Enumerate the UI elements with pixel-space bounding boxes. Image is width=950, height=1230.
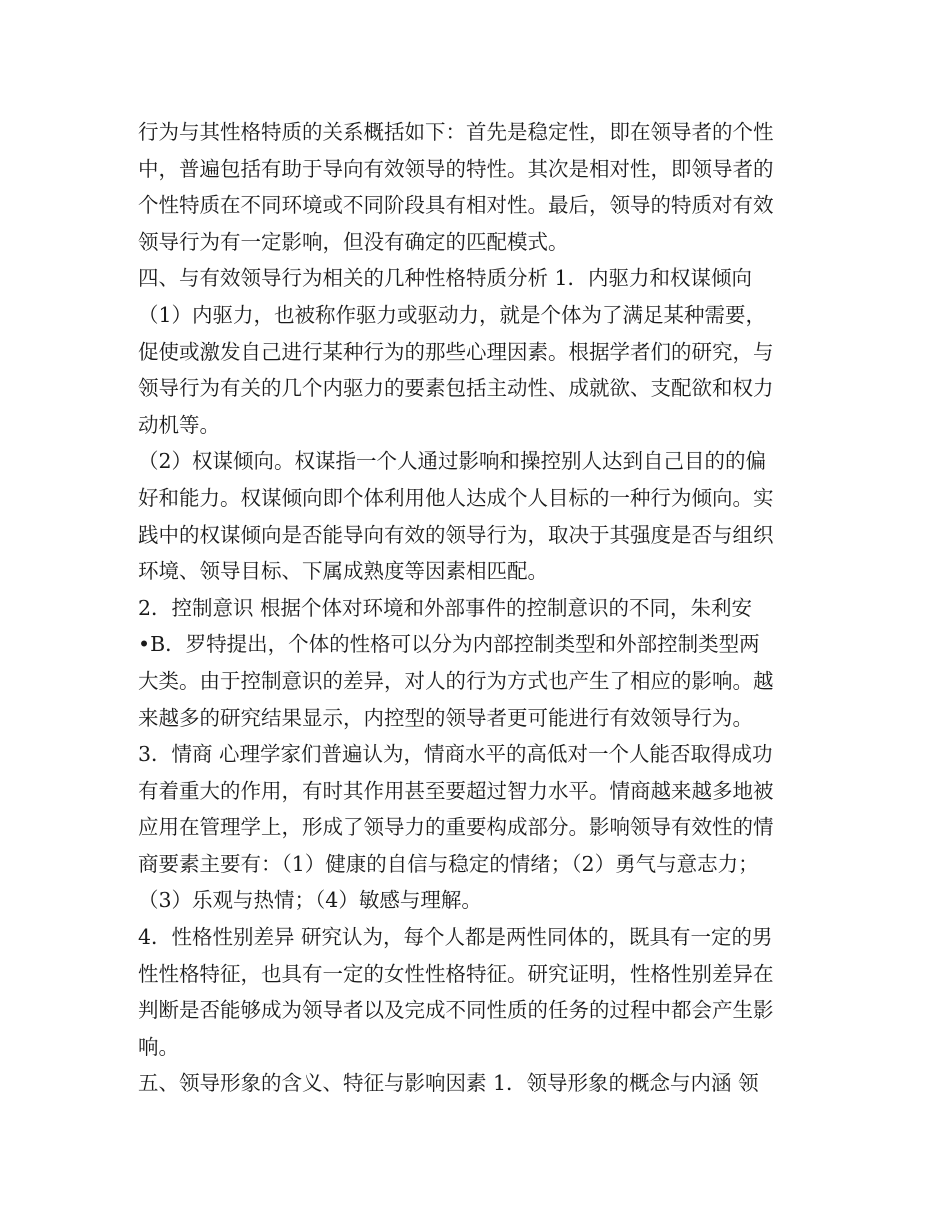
text-line: 应用在管理学上，形成了领导力的重要构成部分。影响领导有效性的情 [138, 815, 774, 840]
text-line: 领导行为有关的几个内驱力的要素包括主动性、成就欲、支配欲和权力 [138, 376, 774, 401]
text-line: 环境、领导目标、下属成熟度等因素相匹配。 [138, 559, 548, 584]
text-line: 商要素主要有：（1）健康的自信与稳定的情绪；（2）勇气与意志力； [138, 851, 759, 876]
text-line: 来越多的研究结果显示，内控型的领导者更可能进行有效领导行为。 [138, 705, 753, 730]
text-line: 个性特质在不同环境或不同阶段具有相对性。最后，领导的特质对有效 [138, 193, 774, 218]
text-line: 领导行为有一定影响，但没有确定的匹配模式。 [138, 229, 569, 254]
text-line: 有着重大的作用，有时其作用甚至要超过智力水平。情商越来越多地被 [138, 778, 774, 803]
subsection-line: 2．控制意识 根据个体对环境和外部事件的控制意识的不同，朱利安 [138, 595, 753, 620]
text-line: 行为与其性格特质的关系概括如下：首先是稳定性，即在领导者的个性 [138, 120, 774, 144]
text-line: 践中的权谋倾向是否能导向有效的领导行为，取决于其强度是否与组织 [138, 522, 774, 547]
text-line: 响。 [138, 1034, 179, 1059]
text-line: 判断是否能够成为领导者以及完成不同性质的任务的过程中都会产生影 [138, 998, 774, 1023]
subsection-line: 3．情商 心理学家们普遍认为，情商水平的高低对一个人能否取得成功 [138, 742, 773, 767]
text-line: 中，普遍包括有助于导向有效领导的特性。其次是相对性，即领导者的 [138, 156, 774, 181]
subsection-line: 4．性格性别差异 研究认为，每个人都是两性同体的，既具有一定的男 [138, 925, 773, 950]
text-line: （2）权谋倾向。权谋指一个人通过影响和操控别人达到自己目的的偏 [138, 449, 767, 474]
text-line: （3）乐观与热情；（4）敏感与理解。 [138, 888, 482, 913]
text-line: •B．罗特提出，个体的性格可以分为内部控制类型和外部控制类型两 [138, 632, 760, 657]
section-heading-line: 四、与有效领导行为相关的几种性格特质分析 1．内驱力和权谋倾向 [138, 266, 753, 291]
text-line: 性性格特征，也具有一定的女性性格特征。研究证明，性格性别差异在 [138, 961, 774, 986]
text-line: （1）内驱力，也被称作驱力或驱动力，就是个体为了满足某种需要， [138, 302, 767, 327]
text-line: 好和能力。权谋倾向即个体利用他人达成个人目标的一种行为倾向。实 [138, 485, 774, 510]
text-line: 促使或激发自己进行某种行为的那些心理因素。根据学者们的研究，与 [138, 339, 774, 364]
body-text [138, 114, 818, 1102]
text-line: 动机等。 [138, 412, 220, 437]
section-heading-line: 五、领导形象的含义、特征与影响因素 1．领导形象的概念与内涵 领 [138, 1071, 759, 1096]
text-line: 大类。由于控制意识的差异，对人的行为方式也产生了相应的影响。越 [138, 668, 774, 693]
